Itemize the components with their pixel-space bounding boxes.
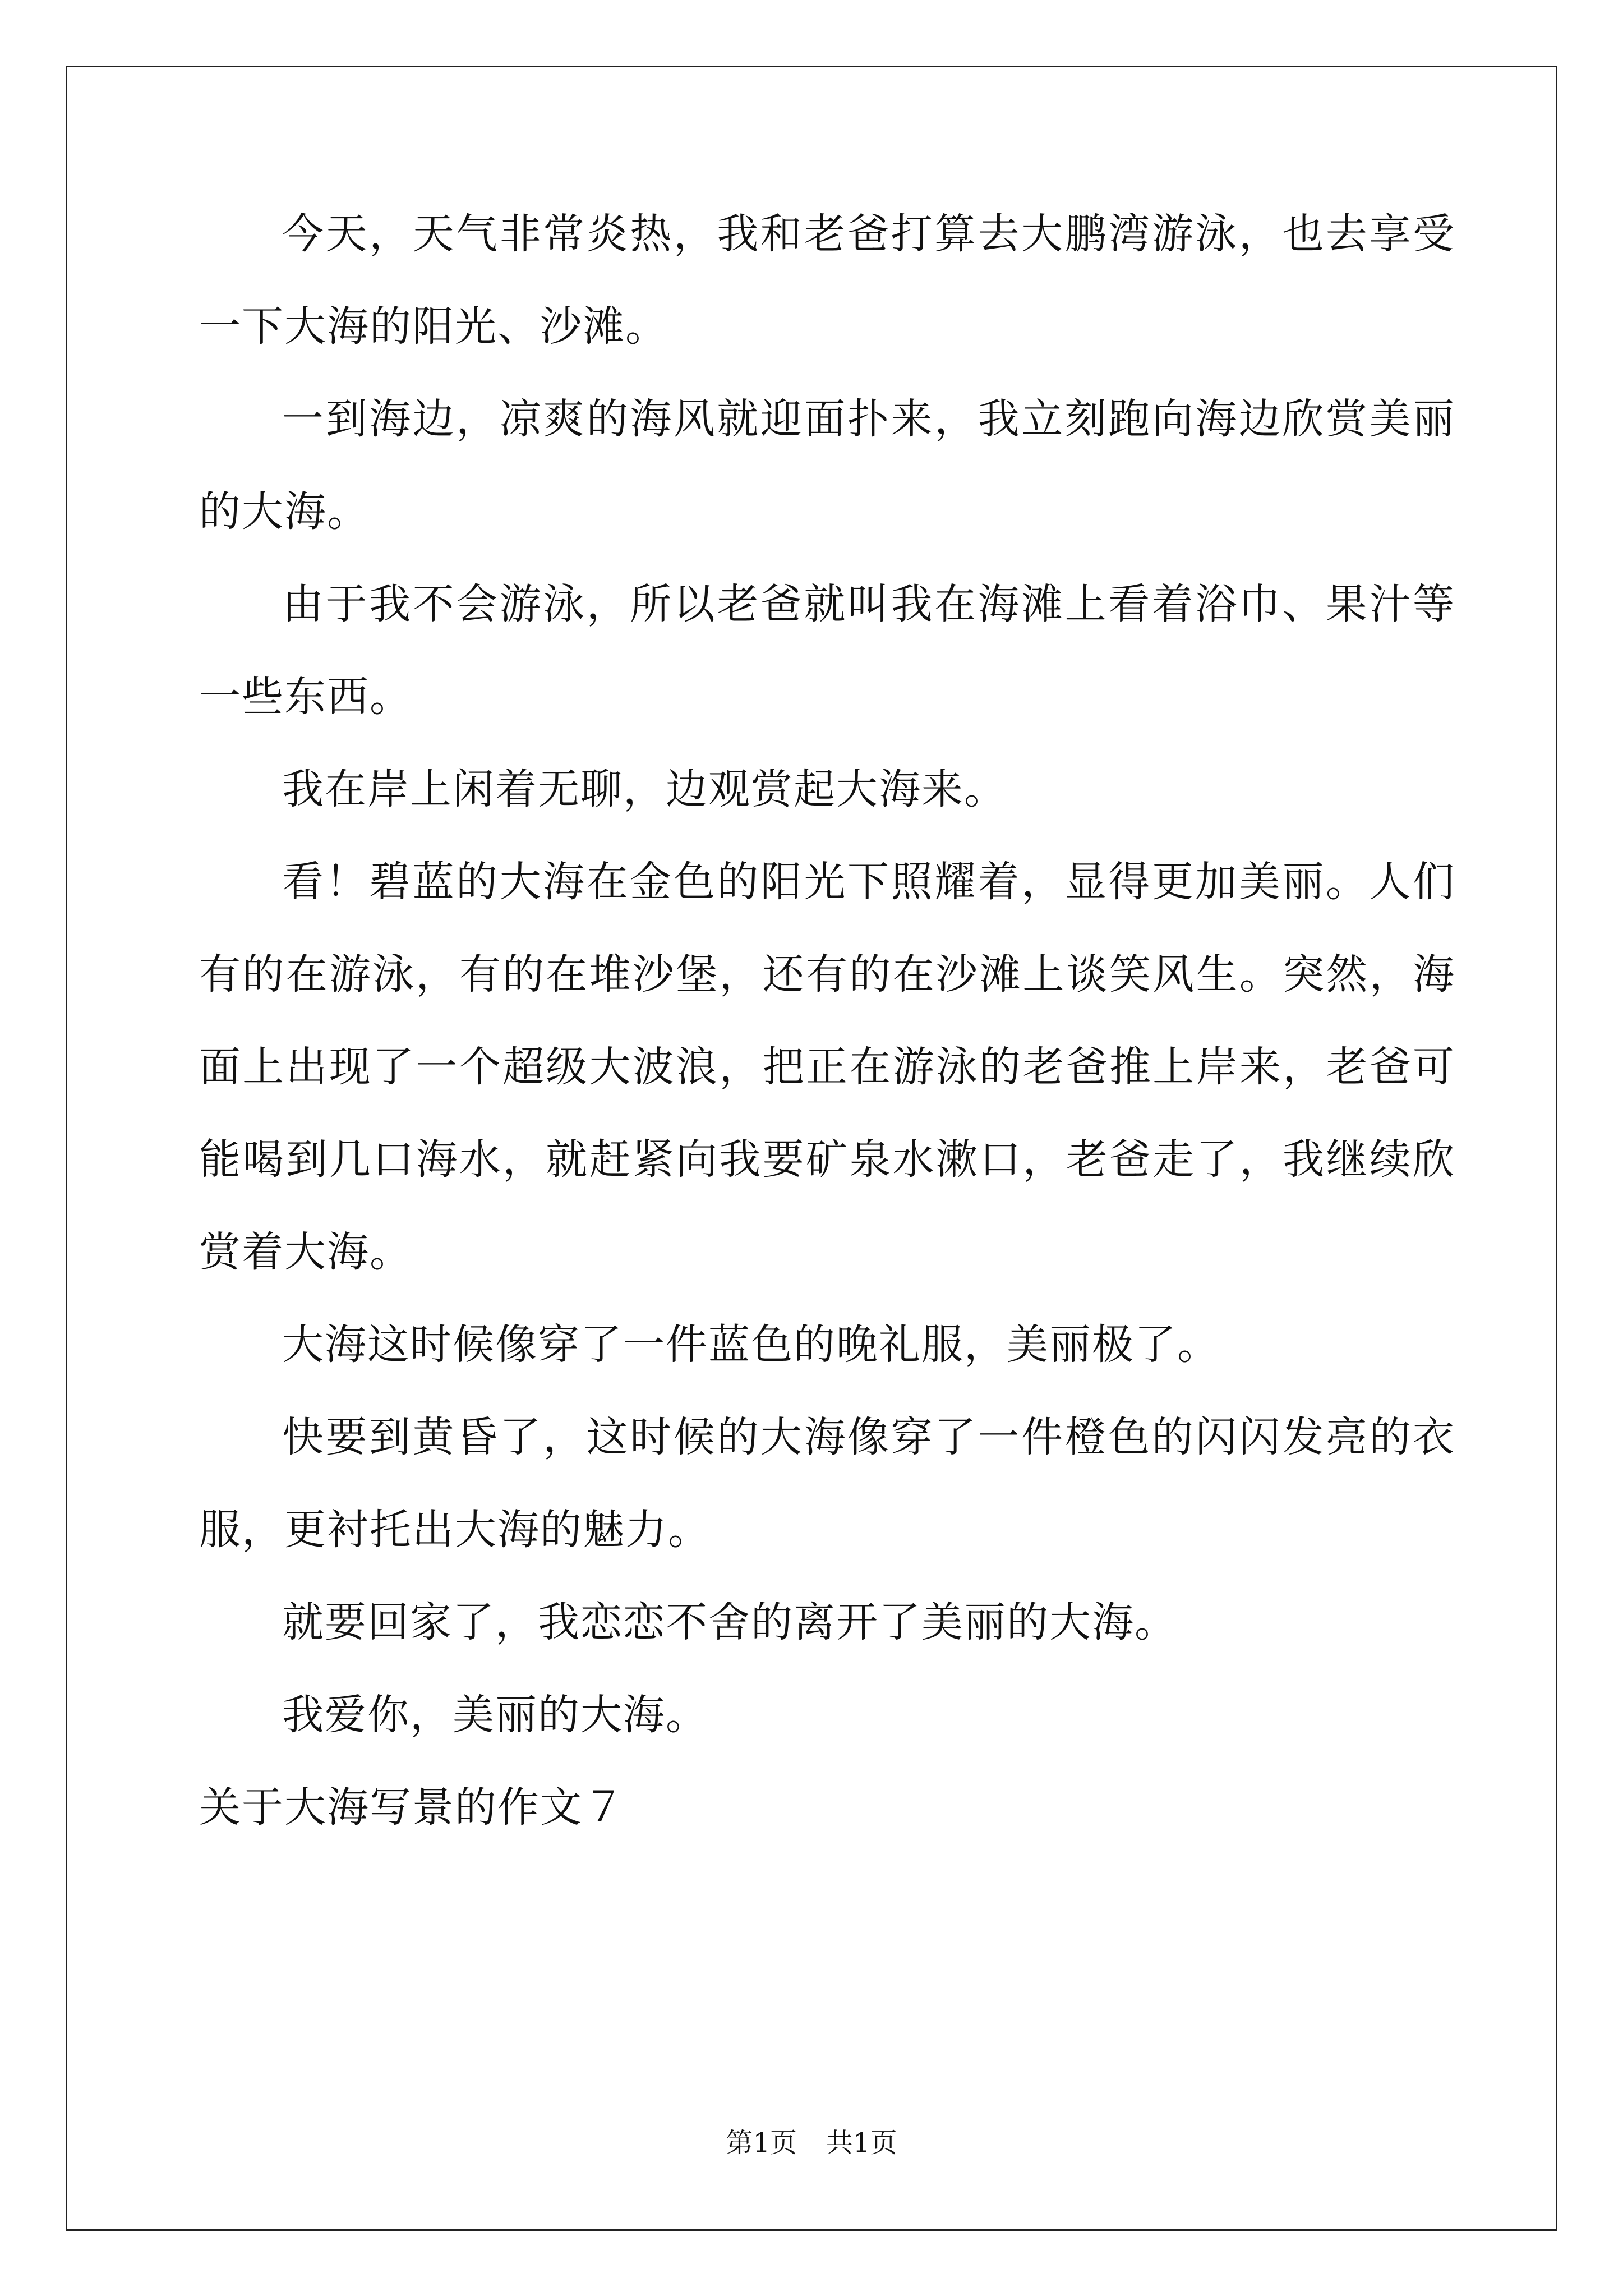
paragraph: 我在岸上闲着无聊，边观赏起大海来。 — [282, 765, 1007, 813]
document-body — [199, 188, 1455, 1854]
paragraph: 今天，天气非常炎热，我和老爸打算去大鹏湾游泳，也去享受一下大海的阳光、沙滩。 — [199, 210, 1455, 351]
page-number: 第1页 — [726, 2127, 797, 2159]
section-heading: 关于大海写景的作文７ — [199, 1783, 625, 1832]
page-total: 共1页 — [826, 2127, 897, 2159]
paragraph: 大海这时候像穿了一件蓝色的晚礼服，美丽极了。 — [282, 1320, 1220, 1369]
paragraph: 看！碧蓝的大海在金色的阳光下照耀着，显得更加美丽。人们有的在游泳，有的在堆沙堡，还有的在沙滩上谈笑风生。突然，海面上出现了一个超级大波浪，把正在游泳的老爸推上岸来，老爸可能喝到几口海水，就赶紧向我要矿泉水漱口，老爸走了，我继续欣赏着大海。 — [199, 858, 1455, 1276]
paragraph: 一到海边，凉爽的海风就迎面扑来，我立刻跑向海边欣赏美丽的大海。 — [199, 395, 1455, 536]
paragraph: 快要到黄昏了，这时候的大海像穿了一件橙色的闪闪发亮的衣服，更衬托出大海的魅力。 — [199, 1413, 1455, 1554]
paragraph: 由于我不会游泳，所以老爸就叫我在海滩上看着浴巾、果汁等一些东西。 — [199, 580, 1455, 721]
paragraph: 我爱你，美丽的大海。 — [282, 1691, 708, 1739]
page-footer — [0, 2126, 1623, 2160]
paragraph: 就要回家了，我恋恋不舍的离开了美丽的大海。 — [282, 1598, 1177, 1646]
